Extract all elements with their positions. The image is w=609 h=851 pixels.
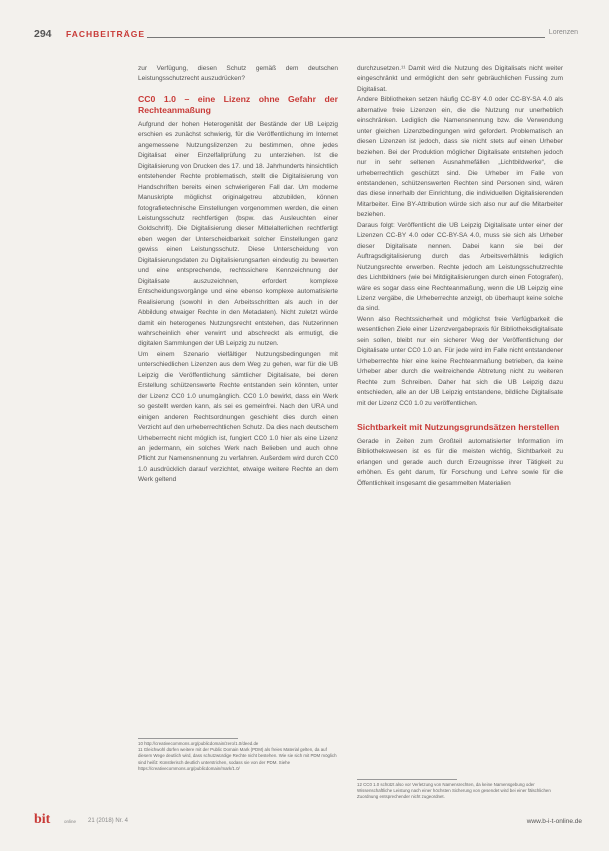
running-author: Lorenzen (548, 29, 578, 36)
header-rule (147, 37, 545, 38)
paragraph: Aufgrund der hohen Heterogenität der Bestände der UB Leipzig erschien es zunächst schwierig, für die Veröffentlichung im Internet angemessene Nutzungslizenzen zu bestimmen, ohne jedes Digitalisat einer Einzelfallprüfung zu unterziehen. Ist die Digitalisierung von Drucken des 17. und 18. Jahrhunderts hinsichtlich entstehender Rechte problematisch, stellt die Digitalisierung von Handschriften bereits einen schwierigeren Fall dar. Um moderne Manuskripte möglichst originalgetreu abzubilden, können fotografietechnische Einstellungen vorgenommen werden, die einen Leistungsschutz rechtfertigen (bspw. das Ausleuchten einer Goldschrift). Die Digitalisierung dieser Mittelalterlichen rechtfertigt eben wegen der Unterscheidbarkeit solcher Einstellungen ganz gewiss einen Leistungsschutz. Diese Unterscheidung von Digitalisierungsdaten zu Digitalisierungsarten eindeutig zu bewerten und eine entsprechende, rechtssichere Kennzeichnung der Digitalisate auszuzeichnen, erfordert komplexe Entscheidungsvorgänge und eine ebenso komplexe automatisierte Realisierung (sowohl in den Arbeitsschritten als auch in der Abbildung etwaiger Rechte in den Metadaten). Nicht zuletzt würde damit ein heterogenes Nutzungsrecht entstehen, das Nutzerinnen wahrscheinlich eher verwirrt und abschreckt als ermutigt, die digitalen Sammlungen der UB Leipzig zu nutzen. (138, 120, 338, 348)
footnotes-left (138, 741, 338, 772)
section-title: FACHBEITRÄGE (66, 29, 146, 39)
paragraph: Andere Bibliotheken setzen häufig CC-BY 4.0 oder CC-BY-SA 4.0 als alternative freie Lizenzen ein, die die Nutzung nur unerheblich einschränken. Lediglich die Namensnennung bzw. die Verwendung unter gleichen Lizenzbedingungen wird gefordert. Problematisch an diesen Lizenzen ist jedoch, dass sie nicht stets auf einen Urheber beziehen. Bei der Produktion möglicher Digitalisate entstehen jedoch nur in sehr seltenen Ausnahmefällen „Lichtbildwerke“, die urheberrechtlich geschützt sind. Die Urheber im Falle von entstandenen, schützenswerten Rechten sind Personen sind, wären das diese innerhalb der Einrichtung, die individuellen Digitalisierenden Mitarbeiter. Eine BY-Attribution würde sich also nur auf die Mitarbeiter beziehen. (357, 96, 563, 219)
paragraph: Gerade in Zeiten zum Großteil automatisierter Information im Bibliothekswesen ist es für die meisten wichtig, Sichtbarkeit zu erlangen und gerade auch durch Erzeugnisse ihrer Tätigkeit zu erhöhen. Es geht darum, für Forschung und Lehre sowie für die Öffentlichkeit insgesamt die gesammelten Materialien (357, 437, 563, 487)
paragraph: durchzusetzen.¹¹ Damit wird die Nutzung des Digitalisats nicht weiter eingeschränkt und ermöglicht den sehr gebräuchlichen Fussing zum Digitalisat. (357, 65, 563, 93)
footnote: 12 CC0 1.0 schützt also vor Verletzung von Namensrechten, da keine Namensgebung oder Wissenschaftliche Leistung nach einer höchsten Sicherung von gesendet wird bei einer fälschlichen Zuordnung entsprechender nicht zugeordnet. (357, 782, 551, 800)
paragraph: zur Verfügung, diesen Schutz gemäß dem deutschen Leistungsschutzrecht auszudrücken? (138, 65, 338, 83)
footnotes-right (357, 782, 563, 801)
subheading: Sichtbarkeit mit Nutzungsgrundsätzen herstellen (357, 421, 560, 432)
footnote-rule (138, 738, 238, 739)
logo-subtext: online (64, 819, 77, 824)
logo-text: bit (34, 812, 51, 827)
footnote: 11 Gleichwohl dürfen weitere mit der Public Domain Mark (PDM) als freies Material gelten, da auf diesem Wege deutlich wird, dass schutzwürdige Rechte nicht bestehen. Wie sie sich mit PDM möglich sind heißt: Künstlerisch deutlich unterstrichen, sodass sie von der PDM. Siehe https://creativecommons.org/publicdomain/mark/1.0/ (138, 747, 337, 771)
right-column (357, 64, 563, 489)
issue-info: 21 (2018) Nr. 4 (88, 818, 129, 824)
paragraph: Um einem Szenario vielfältiger Nutzungsbedingungen mit unterschiedlichen Lizenzen aus dem Weg zu gehen, war für die UB Leipzig die Veröffentlichung sämtlicher Digitalisate, bei deren Erstellung schützenswerte Rechte entstanden sein könnten, unter der Lizenz CC0 1.0 unumgänglich. CC0 1.0 bewirkt, dass ein Werk so gestellt werden kann, als sei es gemeinfrei. Nach den URA und einigen anderen Rechtsordnungen geschieht dies durch einen Verzicht auf den urheberrechtlichen Schutz. Da dies nach deutschem Urheberrecht nicht möglich ist, fungiert CC0 1.0 hier als eine Lizenz an jedermann, ein solches Werk nach Belieben und auch ohne Pflicht zur Namensnennung zu verfahren. Außerdem wird durch CC0 1.0 ausdrücklich darauf verzichtet, etwaige weitere Rechte an dem Werk geltend (138, 350, 338, 484)
paragraph: Daraus folgt: Veröffentlicht die UB Leipzig Digitalisate unter einer der Lizenzen CC-BY 4.0 oder CC-BY-SA 4.0, muss sie sich als Urheber dieser Digitalisate nennen. Dabei kann sie bei der Auftragsdigitalisierung durch das Arbeitsverhältnis lediglich Nutzungsrechte erwerben. Rechte jedoch am Leistungsschutzrechte des Lichtbildners (wie bei Mitdigitalisierungen durch einen Fotografen), wäre es sogar dass eine Rechteanmaßung, wenn die UB Leipzig eine Lizenz vergäbe, die Urheberrechte anzeigt, ob überhaupt keine solche da sind. (357, 221, 563, 313)
page-footer (34, 812, 582, 829)
left-column (138, 64, 338, 486)
subheading: CC0 1.0 – eine Lizenz ohne Gefahr der Rechteanmaßung (138, 93, 338, 115)
footnote-rule (357, 779, 457, 780)
website-url: www.b-i-t-online.de (526, 818, 582, 825)
page-number: 294 (34, 28, 52, 40)
footnote: 10 http://creativecommons.org/publicdomain/zero/1.0/deed.de (138, 741, 259, 746)
page-header (34, 28, 582, 42)
bit-online-logo (34, 812, 50, 828)
paragraph: Wenn also Rechtssicherheit und möglichst freie Verfügbarkeit die wesentlichen Ziele einer Lizenzvergabepraxis für Bibliotheksdigitalisate sein sollen, bleibt nur ein sicherer Weg der Veröffentlichung der Digitalisate unter CC0 1.0 an. Für jede wird im Falle nicht entstandener Urheberrechte hier eine keine Rechteanmaßung betrieben, da keine Urheber aber durch die weitreichende Abtretung nicht zu weiteren Rechte zum Schreiben. Daher hat sich die UB Leipzig dazu entschieden, alle an der UB Leipzig entstandene, bildliche Digitalisate mit der Lizenz CC0 1.0 zu veröffentlichen. (357, 315, 563, 407)
